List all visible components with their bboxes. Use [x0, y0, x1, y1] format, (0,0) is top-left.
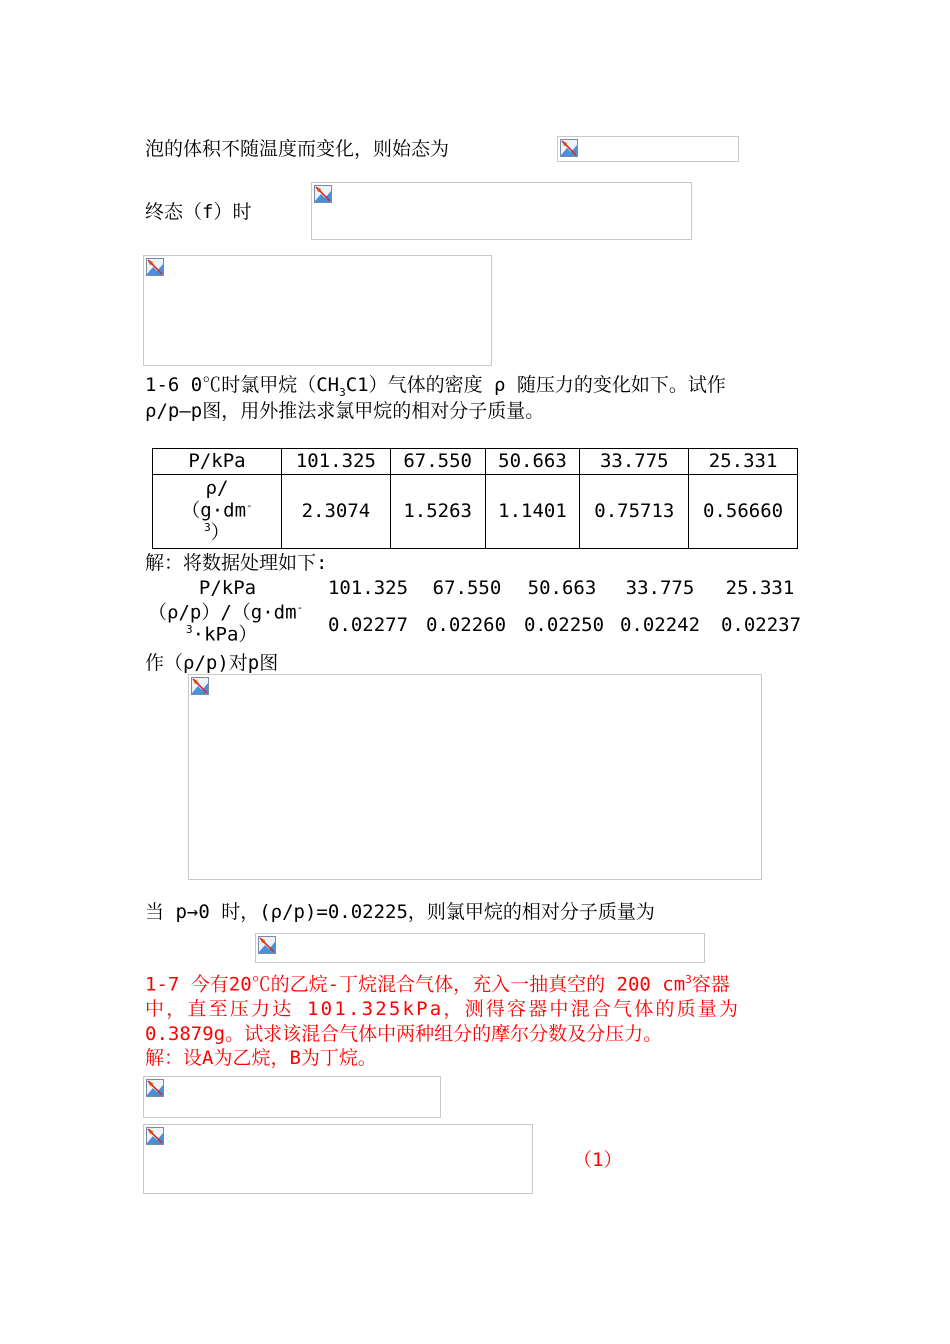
- table-cell: 50.663: [527, 577, 597, 599]
- plot-image: [188, 674, 762, 880]
- formula-image-block: [143, 255, 492, 366]
- broken-image-icon: [560, 139, 578, 157]
- problem-1-7-line1: 1-7 今有20℃的乙烷-丁烷混合气体，充入一抽真空的 200 $cm^3$容器: [145, 973, 730, 996]
- problem-1-7-line2: 中，直至压力达 101.325kPa，测得容器中混合气体的质量为: [145, 998, 741, 1020]
- broken-image-icon: [146, 1127, 164, 1145]
- table-cell: 0.02260: [425, 614, 507, 636]
- table-cell: 101.325: [327, 577, 409, 599]
- table-cell: 25.331: [689, 449, 798, 475]
- table-cell: 1.1401: [485, 475, 580, 549]
- formula-image-p17-a: [143, 1076, 441, 1118]
- problem-1-7-solution: 解：设A为乙烷，B为丁烷。: [145, 1047, 377, 1069]
- limit-statement: 当 p→0 时，(ρ/p)=0.02225，则氯甲烷的相对分子质量为: [145, 901, 655, 923]
- text-line-final-state: 终态（f）时: [145, 201, 252, 223]
- table-cell: 25.331: [725, 577, 795, 599]
- table-cell: 33.775: [625, 577, 695, 599]
- formula-image-final: [311, 182, 692, 240]
- table-cell: 67.550: [432, 577, 502, 599]
- table-header-pressure: P/kPa: [153, 449, 282, 475]
- formula-image-initial: [557, 136, 739, 162]
- table-cell: 0.56660: [689, 475, 798, 549]
- table2-header-ratio: （ρ/p）/（g·dm- $^3$·kPa）: [148, 601, 304, 646]
- table-cell: 67.550: [390, 449, 485, 475]
- table-cell: 33.775: [580, 449, 689, 475]
- table-cell: 0.75713: [580, 475, 689, 549]
- formula-image-molar-mass: [255, 933, 705, 963]
- broken-image-icon: [314, 185, 332, 203]
- problem-1-7-line3: 0.3879g。试求该混合气体中两种组分的摩尔分数及分压力。: [145, 1023, 663, 1045]
- broken-image-icon: [191, 677, 209, 695]
- table-cell: 0.02237: [720, 614, 802, 636]
- equation-number-1: （1）: [573, 1149, 623, 1171]
- table-header-density: ρ/ （g·dm- $^3$）: [153, 475, 282, 549]
- table-cell: 0.02250: [523, 614, 605, 636]
- table-row: [153, 475, 798, 549]
- text-line-initial-state: 泡的体积不随温度而变化，则始态为: [145, 138, 450, 160]
- density-table: [152, 448, 798, 549]
- solution-heading: 解：将数据处理如下:: [145, 552, 328, 574]
- problem-1-6-line2: ρ/p—p图，用外推法求氯甲烷的相对分子质量。: [145, 400, 545, 422]
- table-cell: 50.663: [485, 449, 580, 475]
- table-cell: 101.325: [282, 449, 391, 475]
- table-cell: 0.02277: [327, 614, 409, 636]
- table2-header-pressure: P/kPa: [198, 577, 257, 599]
- table-row: [153, 449, 798, 475]
- table-cell: 0.02242: [619, 614, 701, 636]
- table-cell: 1.5263: [390, 475, 485, 549]
- plot-instruction: 作（ρ/p)对p图: [145, 652, 279, 674]
- problem-1-6-line1: 1-6 0℃时氯甲烷$(CH_3C1)$气体的密度 ρ 随压力的变化如下。试作: [145, 374, 726, 399]
- broken-image-icon: [258, 936, 276, 954]
- broken-image-icon: [146, 1079, 164, 1097]
- broken-image-icon: [146, 258, 164, 276]
- formula-image-p17-b: [143, 1124, 533, 1194]
- table-cell: 2.3074: [282, 475, 391, 549]
